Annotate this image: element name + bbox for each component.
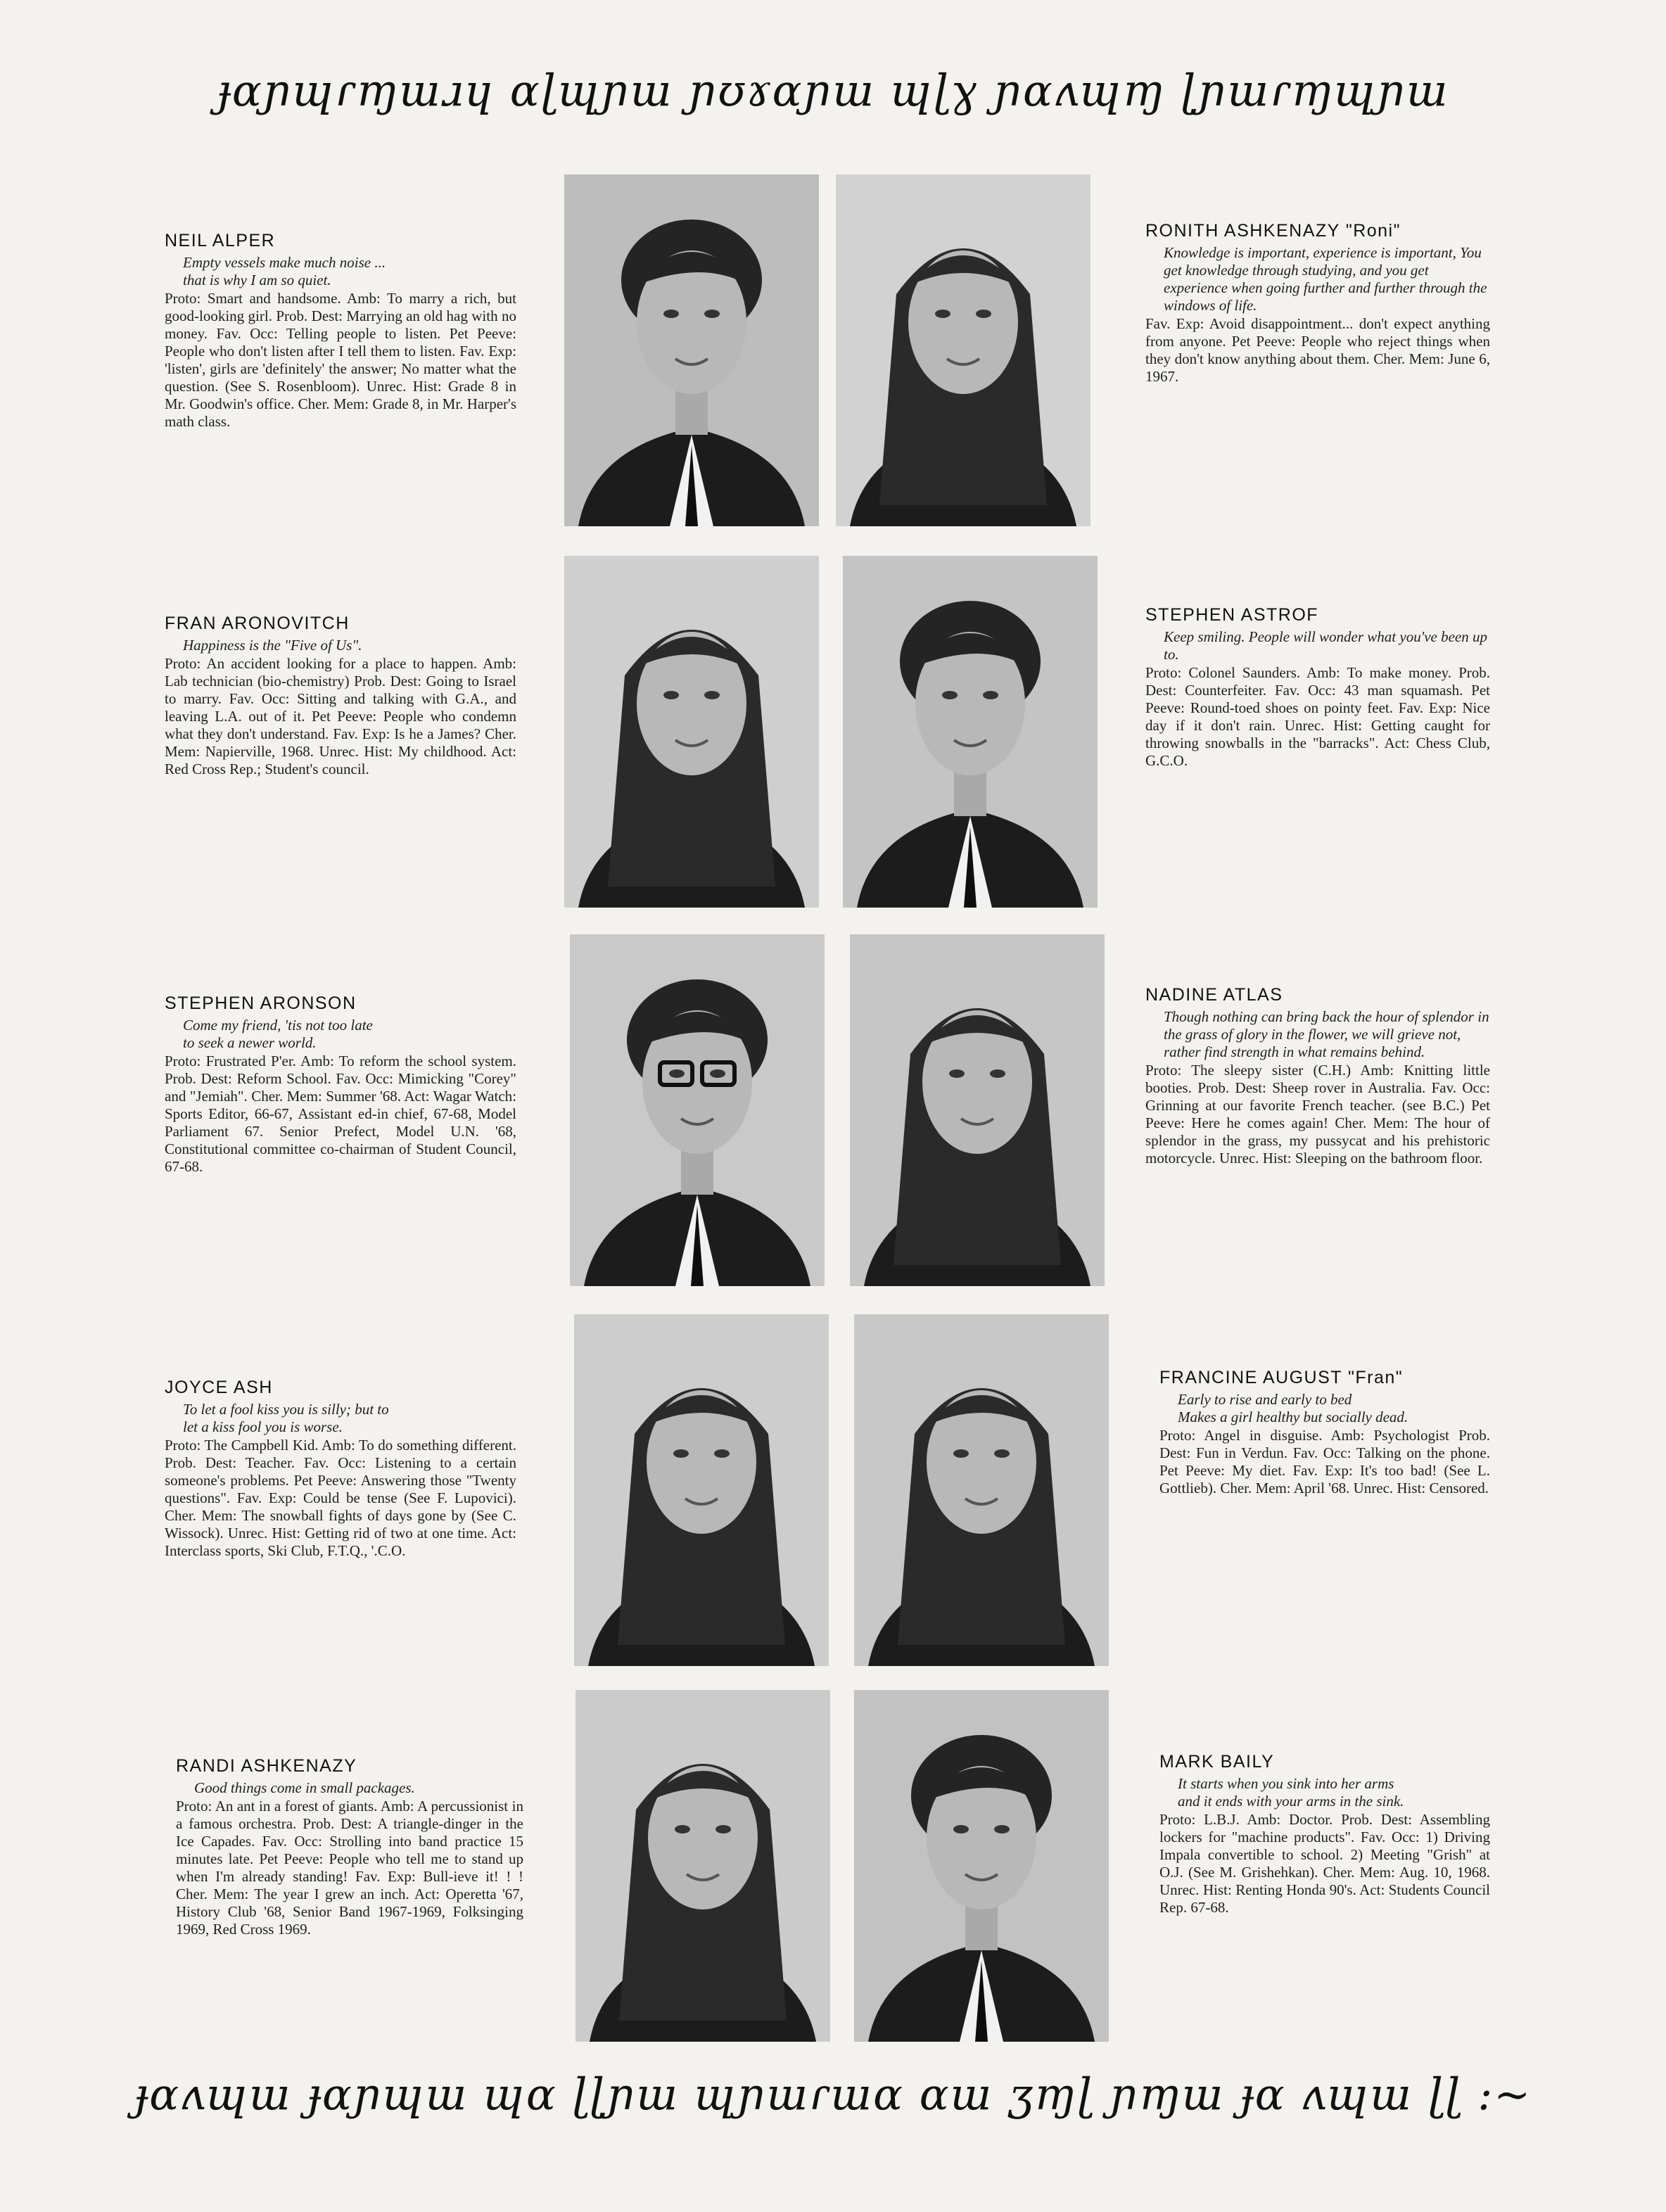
entry-randi-ashkenazy [176, 1756, 523, 1938]
student-name: STEPHEN ASTROF [1145, 605, 1319, 625]
portrait-image [570, 934, 825, 1286]
student-quote: Happiness is the "Five of Us". [183, 637, 362, 654]
student-quote: Early to rise and early to bed Makes a girl healthy but socially dead. [1178, 1391, 1409, 1425]
student-name: FRAN ARONOVITCH [165, 614, 350, 633]
entry-mark-baily [1159, 1752, 1490, 1917]
portrait-image [850, 934, 1105, 1286]
portrait-photo [570, 934, 825, 1286]
student-quote: Good things come in small packages. [194, 1779, 415, 1796]
portrait-image [854, 1314, 1109, 1666]
entry-stephen-aronson [165, 993, 516, 1176]
student-bio: Proto: An ant in a forest of giants. Amb: A percussionist in a famous orchestra. Prob. Dest: A triangle-dinger in the Ice Capades. Fav. Occ: Strolling into band practice 15 minutes late. Pet Peeve: People who tell me to stand up when I'm already standing! Fav. Exp: Bull-ieve it! ! ! Cher. Mem: The year I grew an inch. Act: Operetta '67, History Club '68, Senior Band 1967-1969, Folksinging 1969, Red Cross 1969. [176, 1798, 523, 1938]
entry-francine-august [1159, 1368, 1490, 1497]
entry-ronith-ashkenazy [1145, 221, 1490, 386]
portrait-photo [850, 934, 1105, 1286]
student-bio: Proto: Frustrated P'er. Amb: To reform the school system. Prob. Dest: Reform School. Fav. Occ: Mimicking "Corey" and "Jemiah". Cher. Mem: Summer '68. Act: Wagar Watch: Sports Editor, 66-67, Assistant ed-in chief, 67-68, Model Parliament 67. Senior Prefect, Model U.N. '68, Constitutional committee co-chairman of Student Council, 67-68. [165, 1053, 516, 1175]
entry-nadine-atlas [1145, 985, 1490, 1167]
student-quote: Knowledge is important, experience is important, You get knowledge through studying, and you get experience when going further and further through the windows of life. [1164, 244, 1487, 314]
portrait-photo [564, 174, 819, 526]
student-name: RANDI ASHKENAZY [176, 1756, 357, 1776]
portrait-photo [576, 1690, 830, 2042]
entry-stephen-astrof [1145, 605, 1490, 770]
student-bio: Proto: Smart and handsome. Amb: To marry a rich, but good-looking girl. Prob. Dest: Marrying an old hag with no money. Fav. Occ: Telling people to listen. Pet Peeve: People who don't listen after I tell them to listen. Fav. Exp: 'listen', girls are 'definitely' the answer; No matter what the question. (See S. Rosenbloom). Unrec. Hist: Grade 8 in Mr. Goodwin's office. Cher. Mem: Grade 8, in Mr. Harper's math class. [165, 290, 516, 430]
portrait-image [843, 556, 1098, 908]
student-name: MARK BAILY [1159, 1752, 1275, 1772]
portrait-photo [574, 1314, 829, 1666]
header-calligraphy: ɟɑɲɰɾɱɯɹɥ ɑɭɰɲɯ ɲʊɤɑɲɯ ɰɭɣ ɲɑʌɰɱ ɭɲɯɾɱɰɲɯ [217, 65, 1449, 116]
student-bio: Proto: Colonel Saunders. Amb: To make money. Prob. Dest: Counterfeiter. Fav. Occ: 43 man squamash. Pet Peeve: Round-toed shoes on pointy feet. Fav. Exp: Nice day if it don't rain. Unrec. Hist: Getting caught for throwing snowballs in the "barracks". Act: Chess Club, G.C.O. [1145, 664, 1490, 769]
portrait-image [836, 174, 1090, 526]
portrait-image [564, 556, 819, 908]
student-name: STEPHEN ARONSON [165, 993, 357, 1013]
entry-neil-alper [165, 231, 516, 431]
student-quote: Empty vessels make much noise ... that is why I am so quiet. [183, 254, 386, 288]
student-bio: Proto: An accident looking for a place to happen. Amb: Lab technician (bio-chemistry) Prob. Dest: Going to Israel to marry. Fav. Occ: Sitting and talking with G.A., and leaving L.A. out of it. Pet Peeve: People who condemn what they don't understand. Fav. Exp: Is he a James? Cher. Mem: Napierville, 1968. Unrec. Hist: My childhood. Act: Red Cross Rep.; Student's council. [165, 655, 516, 777]
footer-calligraphy: ɟɑʌɰɯ ɟɑɲɰɯ ɰɑ ɭɭɲɯ ɰɲɯɾɯɑ ɑɯ ʒɱɭ ɲɱɯ ɟɑ ʌɰɯ ɭɭ :~ [134, 2068, 1532, 2120]
student-name: NADINE ATLAS [1145, 985, 1283, 1005]
portrait-photo [843, 556, 1098, 908]
student-bio: Proto: The Campbell Kid. Amb: To do something different. Prob. Dest: Teacher. Fav. Occ: Listening to a certain someone's problems. Pet Peeve: Answering those "Twenty questions". Fav. Exp: Could be tense (See F. Lupovici). Cher. Mem: The snowball fights of days gone by (See C. Wissock). Unrec. Hist: Getting rid of two at one time. Act: Interclass sports, Ski Club, F.T.Q., '.C.O. [165, 1437, 516, 1559]
student-bio: Fav. Exp: Avoid disappointment... don't expect anything from anyone. Pet Peeve: People who reject things when they don't know anything about them. Cher. Mem: June 6, 1967. [1145, 315, 1490, 385]
student-quote: To let a fool kiss you is silly; but to let a kiss fool you is worse. [183, 1401, 389, 1435]
student-quote: It starts when you sink into her arms and it ends with your arms in the sink. [1178, 1775, 1404, 1810]
student-quote: Come my friend, 'tis not too late to seek a newer world. [183, 1017, 373, 1051]
student-quote: Though nothing can bring back the hour of splendor in the grass of glory in the flower, we will grieve not, rather find strength in what remains behind. [1164, 1008, 1489, 1060]
portrait-image [576, 1690, 830, 2042]
student-bio: Proto: L.B.J. Amb: Doctor. Prob. Dest: Assembling lockers for "machine products". Fav. Occ: 1) Driving Impala convertible to school. 2) Meeting "Grish" at O.J. (See M. Grishehkan). Cher. Mem: Aug. 10, 1968. Unrec. Hist: Renting Honda 90's. Act: Students Council Rep. 67-68. [1159, 1811, 1490, 1916]
portrait-image [564, 174, 819, 526]
student-name: RONITH ASHKENAZY "Roni" [1145, 221, 1401, 241]
student-name: NEIL ALPER [165, 231, 276, 250]
entry-joyce-ash [165, 1378, 516, 1560]
portrait-photo [854, 1314, 1109, 1666]
student-bio: Proto: The sleepy sister (C.H.) Amb: Knitting little booties. Prob. Dest: Sheep rover in Australia. Fav. Occ: Grinning at our favorite French teacher. (see B.C.) Pet Peeve: Here he comes again! Cher. Mem: The hour of splendor in the grass, my pussycat and his prehistoric motorcycle. Unrec. Hist: Sleeping on the bathroom floor. [1145, 1062, 1490, 1167]
student-name: FRANCINE AUGUST "Fran" [1159, 1368, 1404, 1387]
student-bio: Proto: Angel in disguise. Amb: Psychologist Prob. Dest: Fun in Verdun. Fav. Occ: Talking on the phone. Pet Peeve: My diet. Fav. Exp: It's too bad! (See L. Gottlieb). Cher. Mem: April '68. Unrec. Hist: Censored. [1159, 1427, 1490, 1496]
portrait-photo [854, 1690, 1109, 2042]
student-name: JOYCE ASH [165, 1378, 273, 1397]
portrait-image [574, 1314, 829, 1666]
portrait-photo [564, 556, 819, 908]
student-quote: Keep smiling. People will wonder what you've been up to. [1164, 628, 1487, 663]
entry-fran-aronovitch [165, 614, 516, 778]
portrait-image [854, 1690, 1109, 2042]
portrait-photo [836, 174, 1090, 526]
